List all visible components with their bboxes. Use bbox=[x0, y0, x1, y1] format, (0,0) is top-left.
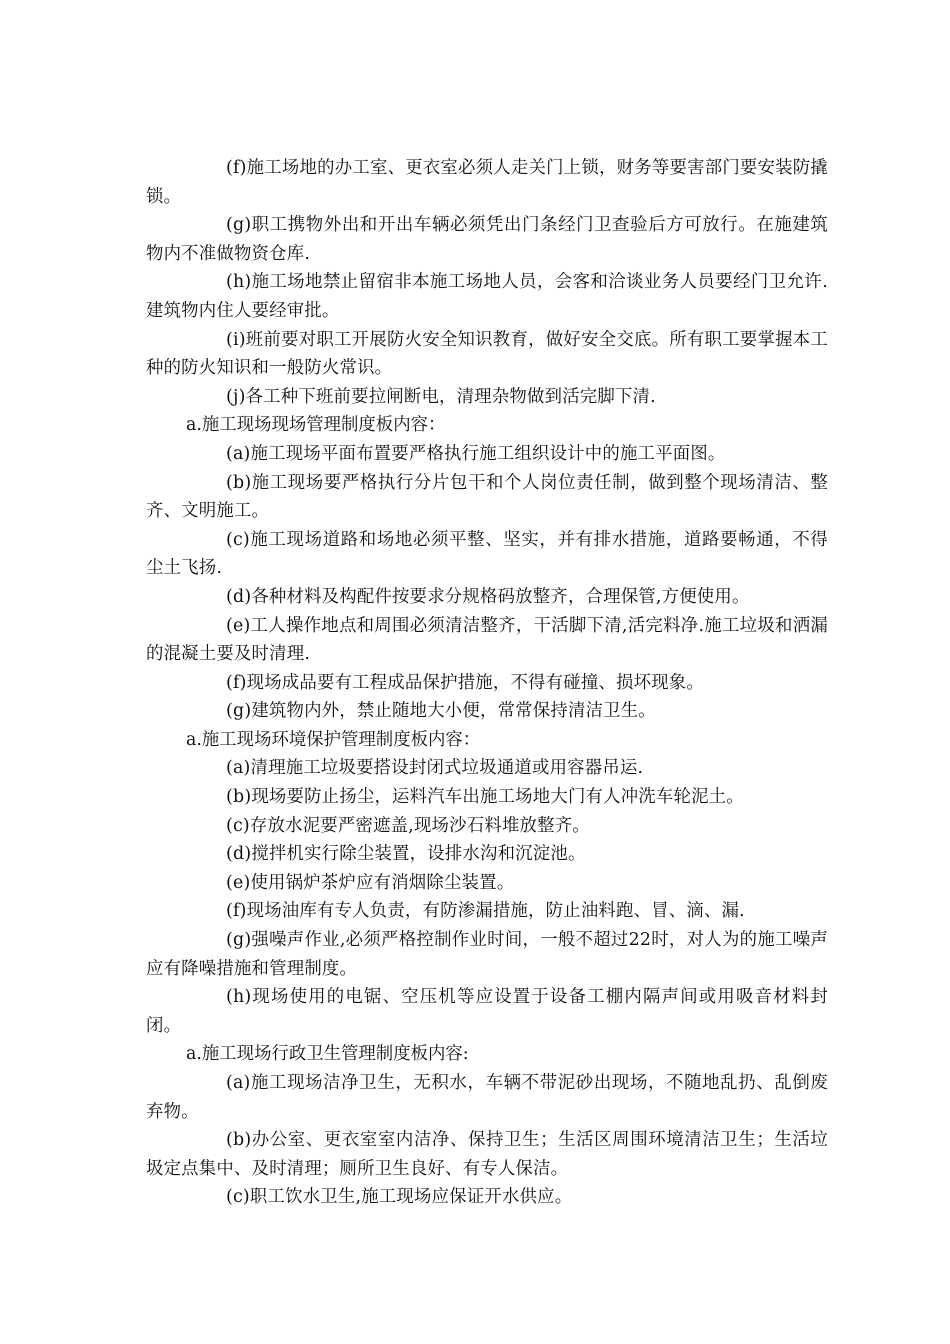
item-marker: (g) bbox=[226, 701, 252, 722]
item-text: 清理施工垃圾要搭设封闭式垃圾通道或用容器吊运. bbox=[250, 758, 644, 779]
item-text: 施工现场要严格执行分片包干和个人岗位责任制，做到整个现场清洁、整齐、文明施工。 bbox=[146, 472, 828, 522]
item-marker: (f) bbox=[226, 158, 247, 178]
list-item bbox=[146, 440, 828, 469]
item-text: 现场使用的电锯、空压机等应设置于设备工棚内隔声间或用吸音材料封闭。 bbox=[146, 987, 828, 1036]
item-marker: (f) bbox=[226, 901, 247, 922]
section-heading: a.施工现场环境保护管理制度板内容： bbox=[186, 729, 481, 750]
list-item bbox=[146, 783, 828, 812]
item-marker: (a) bbox=[226, 443, 251, 464]
item-text: 施工场地的办工室、更衣室必须人走关门上锁，财务等要害部门要安装防撬锁。 bbox=[146, 158, 828, 207]
item-text: 强噪声作业,必须严格控制作业时间，一般不超过22时，对人为的施工噪声应有降噪措施和管理制度。 bbox=[146, 930, 828, 979]
item-text: 建筑物内外，禁止随地大小便，常常保持清洁卫生。 bbox=[251, 701, 656, 722]
list-item bbox=[146, 211, 828, 268]
list-item bbox=[146, 754, 828, 783]
list-item bbox=[146, 1126, 828, 1183]
item-marker: (e) bbox=[226, 615, 251, 636]
list-item bbox=[146, 669, 828, 698]
list-item bbox=[146, 983, 828, 1040]
item-text: 现场油库有专人负责，有防渗漏措施，防止油料跑、冒、滴、漏. bbox=[246, 901, 745, 922]
item-marker: (b) bbox=[226, 787, 252, 808]
item-marker: (c) bbox=[226, 1187, 250, 1208]
item-text: 使用锅炉茶炉应有消烟除尘装置。 bbox=[250, 872, 515, 893]
item-text: 施工现场洁净卫生，无积水，车辆不带泥砂出现场，不随地乱扔、乱倒废弃物。 bbox=[146, 1073, 828, 1122]
item-marker: (c) bbox=[226, 815, 250, 836]
document-body bbox=[146, 154, 828, 1212]
item-text: 施工场地禁止留宿非本施工场地人员，会客和洽谈业务人员要经门卫允许.建筑物内住人要经审批。 bbox=[146, 272, 828, 321]
list-item bbox=[146, 268, 828, 325]
list-item bbox=[146, 697, 828, 726]
list-item bbox=[146, 926, 828, 983]
item-marker: (g) bbox=[226, 930, 252, 951]
list-item bbox=[146, 897, 828, 926]
item-marker: (a) bbox=[226, 758, 251, 779]
item-text: 施工现场道路和场地必须平整、坚实，并有排水措施，道路要畅通，不得尘土飞扬. bbox=[146, 529, 828, 579]
item-text: 现场要防止扬尘，运料汽车出施工场地大门有人冲洗车轮泥土。 bbox=[251, 787, 744, 808]
item-marker: (h) bbox=[226, 272, 252, 293]
item-marker: (d) bbox=[226, 844, 252, 865]
item-text: 职工饮水卫生,施工现场应保证开水供应。 bbox=[249, 1187, 573, 1208]
item-marker: (a) bbox=[226, 1073, 251, 1093]
item-text: 工人操作地点和周围必须清洁整齐，干活脚下清,活完料净.施工垃圾和洒漏的混凝土要及时清理. bbox=[146, 615, 828, 665]
item-marker: (j) bbox=[226, 386, 246, 407]
item-marker: (g) bbox=[226, 215, 252, 236]
list-item bbox=[146, 840, 828, 869]
item-marker: (b) bbox=[226, 472, 252, 493]
list-item bbox=[146, 869, 828, 898]
list-item bbox=[146, 383, 828, 412]
list-item bbox=[146, 1183, 828, 1212]
list-item bbox=[146, 154, 828, 211]
list-item bbox=[146, 583, 828, 612]
item-marker: (c) bbox=[226, 529, 250, 550]
section-heading: a.施工现场行政卫生管理制度板内容: bbox=[186, 1044, 469, 1065]
item-text: 搅拌机实行除尘装置，设排水沟和沉淀池。 bbox=[251, 844, 586, 865]
item-marker: (f) bbox=[226, 672, 247, 693]
item-text: 办公室、更衣室室内洁净、保持卫生；生活区周围环境清洁卫生；生活垃圾定点集中、及时清理；厕所卫生良好、有专人保洁。 bbox=[146, 1130, 828, 1179]
item-text: 现场成品要有工程成品保护措施，不得有碰撞、损坏现象。 bbox=[246, 672, 704, 693]
item-marker: (i) bbox=[226, 329, 246, 350]
item-marker: (d) bbox=[226, 586, 252, 607]
item-marker: (e) bbox=[226, 872, 251, 893]
section-heading: a.施工现场现场管理制度板内容： bbox=[186, 415, 446, 436]
list-item bbox=[146, 812, 828, 841]
item-text: 存放水泥要严密遮盖,现场沙石料堆放整齐。 bbox=[249, 815, 590, 836]
item-marker: (h) bbox=[226, 987, 252, 1008]
item-text: 施工现场平面布置要严格执行施工组织设计中的施工平面图。 bbox=[250, 443, 726, 464]
item-text: 职工携物外出和开出车辆必须凭出门条经门卫查验后方可放行。在施建筑物内不准做物资仓库. bbox=[146, 215, 828, 264]
item-text: 各工种下班前要拉闸断电，清理杂物做到活完脚下清. bbox=[245, 386, 656, 407]
list-item bbox=[146, 469, 828, 526]
item-text: 各种材料及构配件按要求分规格码放整齐，合理保管,方便使用。 bbox=[251, 586, 750, 607]
list-item bbox=[146, 326, 828, 383]
list-item bbox=[146, 1069, 828, 1126]
item-text: 班前要对职工开展防火安全知识教育，做好安全交底。所有职工要掌握本工种的防火知识和一般防火常识。 bbox=[146, 329, 828, 379]
item-marker: (b) bbox=[226, 1130, 252, 1151]
list-item bbox=[146, 612, 828, 669]
list-item bbox=[146, 526, 828, 583]
